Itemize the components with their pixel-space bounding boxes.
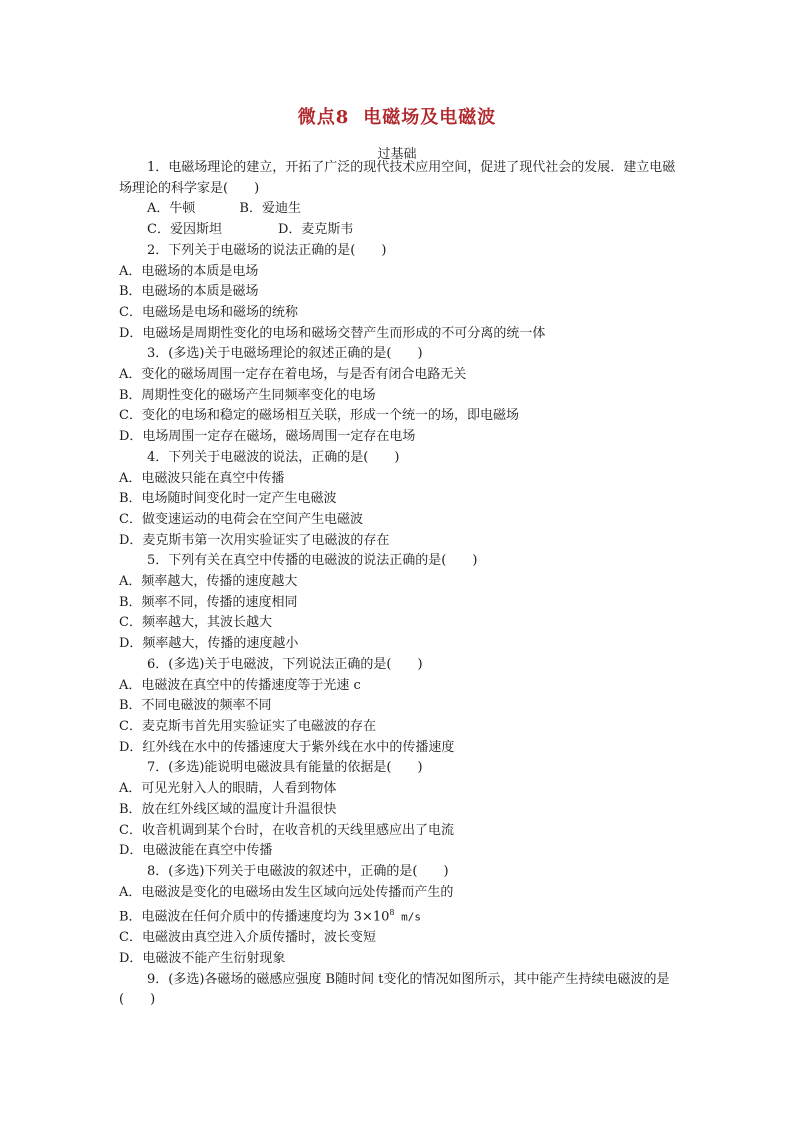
question-6-option-a: A．电磁波在真空中的传播速度等于光速 c <box>119 677 361 693</box>
question-1-options-row-1 <box>119 199 679 220</box>
option-text: B．电磁波在任何介质中的传播速度均为 3×10 <box>119 909 390 925</box>
question-1-options-row-2 <box>119 220 679 241</box>
question-2-option-c: C．电磁场是电场和磁场的统称 <box>119 304 298 320</box>
question-7-option-d: D．电磁波能在真空中传播 <box>119 843 273 859</box>
section-heading: 过基础 <box>377 147 417 162</box>
question-4-stem: 4．下列关于电磁波的说法，正确的是( ) <box>147 449 400 465</box>
question-4-option-a: A．电磁波只能在真空中传播 <box>119 470 285 486</box>
title-text: 电磁场及电磁波 <box>363 107 497 128</box>
speed-unit: m/s <box>394 910 421 924</box>
question-2-option-b: B．电磁场的本质是磁场 <box>119 284 259 300</box>
question-8-option-a: A．电磁波是变化的电磁场由发生区域向远处传播而产生的 <box>119 884 454 900</box>
question-8-option-b <box>119 903 679 928</box>
question-7-stem: 7．(多选)能说明电磁波具有能量的依据是( ) <box>147 760 423 776</box>
question-list <box>119 158 679 1011</box>
question-5-stem: 5．下列有关在真空中传播的电磁波的说法正确的是( ) <box>147 553 478 569</box>
question-5-option-a: A．频率越大，传播的速度越大 <box>119 574 298 590</box>
question-4-option-b: B．电场随时间变化时一定产生电磁波 <box>119 491 337 507</box>
question-6-option-b: B．不同电磁波的频率不同 <box>119 698 272 714</box>
question-8-option-d: D．电磁波不能产生衍射现象 <box>119 951 286 967</box>
question-2-option-d: D．电磁场是周期性变化的电场和磁场交替产生而形成的不可分离的统一体 <box>119 325 546 341</box>
question-3-option-b: B．周期性变化的磁场产生同频率变化的电场 <box>119 387 376 403</box>
question-3-option-c: C．变化的电场和稳定的磁场相互关联，形成一个统一的场，即电磁场 <box>119 408 519 424</box>
question-3-stem: 3．(多选)关于电磁场理论的叙述正确的是( ) <box>147 346 423 362</box>
question-5-option-b: B．频率不同，传播的速度相同 <box>119 594 298 610</box>
option-c: C．爱因斯坦 <box>147 222 222 238</box>
question-7-option-b: B．放在红外线区域的温度计升温很快 <box>119 801 337 817</box>
question-1-stem: 1．电磁场理论的建立，开拓了广泛的现代技术应用空间，促进了现代社会的发展．建立电磁场理论的科学家是( ) <box>119 160 676 196</box>
speed-exponent: 8 <box>389 908 395 918</box>
page-title <box>0 103 794 129</box>
question-6-option-d: D．红外线在水中的传播速度大于紫外线在水中的传播速度 <box>119 739 455 755</box>
question-6-stem: 6．(多选)关于电磁波，下列说法正确的是( ) <box>147 656 423 672</box>
question-3-option-d: D．电场周围一定存在磁场，磁场周围一定存在电场 <box>119 429 416 445</box>
option-d: D．麦克斯韦 <box>277 222 354 238</box>
question-8-stem: 8．(多选)下列关于电磁波的叙述中，正确的是( ) <box>147 863 449 879</box>
question-4-option-c: C．做变速运动的电荷会在空间产生电磁波 <box>119 511 363 527</box>
option-a: A．牛顿 <box>147 201 196 217</box>
question-5-option-c: C．频率越大，其波长越大 <box>119 615 272 631</box>
question-8-option-c: C．电磁波由真空进入介质传播时，波长变短 <box>119 930 376 946</box>
question-2-option-a: A．电磁场的本质是电场 <box>119 263 259 279</box>
question-7-option-a: A．可见光射入人的眼睛，人看到物体 <box>119 781 337 797</box>
question-9-stem: 9．(多选)各磁场的磁感应强度 B随时间 t变化的情况如图所示，其中能产生持续电磁波的是( ) <box>119 971 670 1008</box>
question-5-option-d: D．频率越大，传播的速度越小 <box>119 636 299 652</box>
question-2-stem: 2．下列关于电磁场的说法正确的是( ) <box>147 242 387 258</box>
question-4-option-d: D．麦克斯韦第一次用实验证实了电磁波的存在 <box>119 532 390 548</box>
title-number: 微点8 <box>297 107 350 128</box>
question-3-option-a: A．变化的磁场周围一定存在着电场，与是否有闭合电路无关 <box>119 367 467 383</box>
option-b: B．爱迪生 <box>239 201 301 217</box>
question-6-option-c: C．麦克斯韦首先用实验证实了电磁波的存在 <box>119 718 376 734</box>
question-7-option-c: C．收音机调到某个台时，在收音机的天线里感应出了电流 <box>119 822 454 838</box>
